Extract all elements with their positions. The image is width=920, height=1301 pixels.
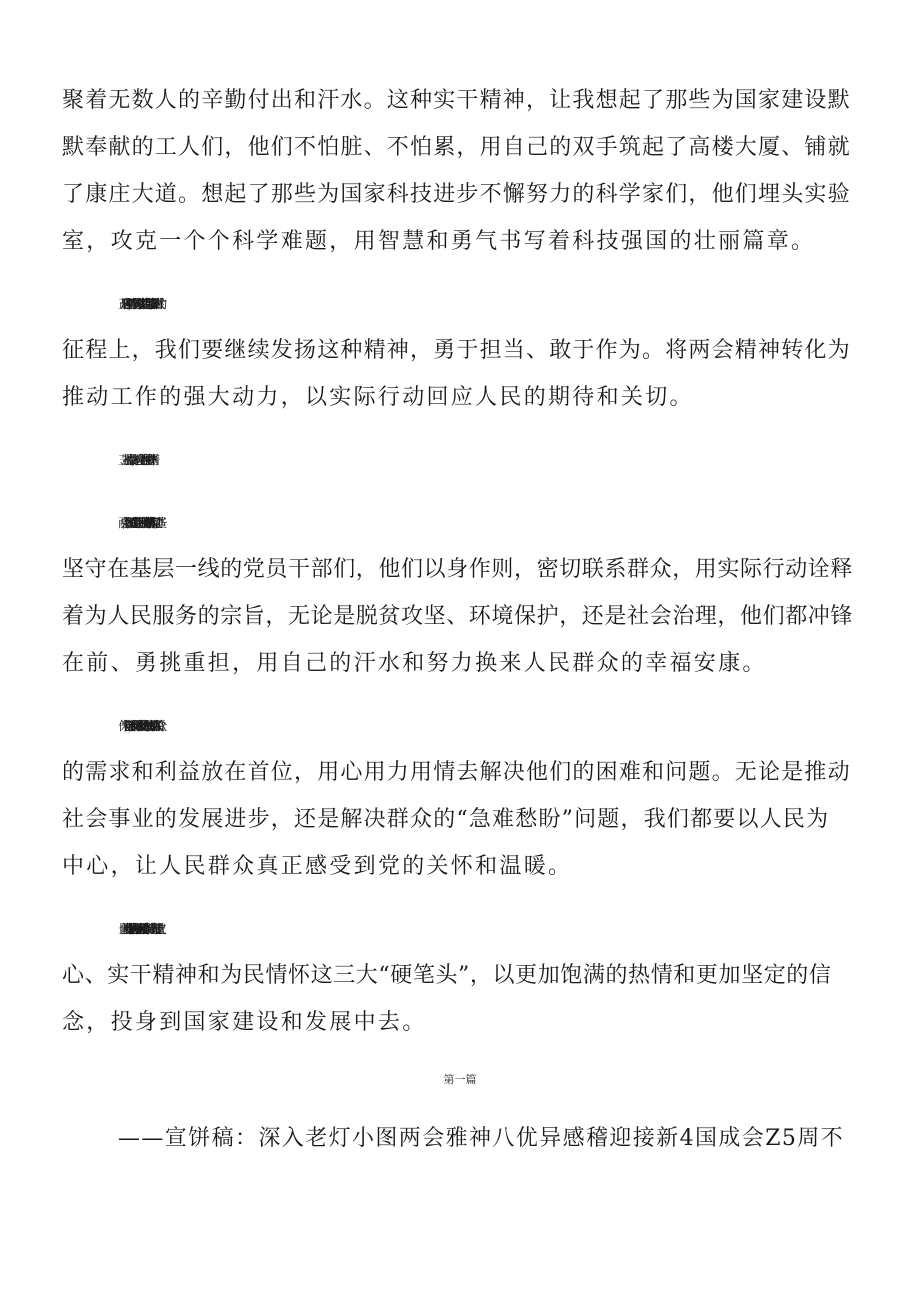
paragraph-2-line-2: 征程上，我们要继续发扬这种精神，勇于担当、敢于作为。将两会精神转化为 <box>62 338 851 363</box>
section-label: 第一篇 <box>443 1073 477 1086</box>
paragraph-2-line-3: 推动工作的强大动力，以实际行动回应人民的期待和关切。 <box>62 385 694 410</box>
paragraph-1-line-4: 室，攻克一个个科学难题，用智慧和勇气书写着科技强国的壮丽篇章。 <box>62 229 816 254</box>
paragraph-4-line-2: 的需求和利益放在首位，用心用力用情去解决他们的困难和问题。无论是推动 <box>62 760 851 785</box>
paragraph-5-line-3: 念，投身到国家建设和发展中去。 <box>62 1010 427 1035</box>
paragraph-3-line-4: 在前、勇挑重担，用自己的汗水和努力换来人民群众的幸福安康。 <box>62 651 767 676</box>
paragraph-4-line-3: 社会事业的发展进步，还是解决群众的“急难愁盼”问题，我们都要以人民为 <box>62 807 830 832</box>
article-subtitle: ——宣饼稿：深入老灯小图两会雅神八优异感稽迎接新4国成会Z5周不 <box>118 1126 845 1151</box>
paragraph-3-line-1: 两会中，我深切感受到了基层干部为民服务的真挚情感和实际行动。那些 <box>118 516 157 530</box>
paragraph-3-line-3: 着为人民服务的宗旨，无论是脱贫攻坚、环境保护，还是社会治理，他们都冲锋 <box>62 604 854 629</box>
paragraph-1-line-2: 默奉献的工人们，他们不怕脏、不怕累，用自己的双手筑起了高楼大厦、铺就 <box>62 135 851 160</box>
paragraph-3-line-2: 坚守在基层一线的党员干部们，他们以身作则，密切联系群众，用实际行动诠释 <box>62 557 854 582</box>
paragraph-4-line-4: 中心，让人民群众真正感受到党的关怀和温暖。 <box>62 854 573 879</box>
paragraph-4-line-1: 作为一名党员干部，我们要继承和发扬这种为民情怀。要始终将人民群众 <box>118 719 157 733</box>
section-heading: 三、紧握为民情怀，绘画全心为民的精神图谱 <box>118 453 151 467</box>
paragraph-2-line-1: 正是这种实干精神，让我们国家从贫穷落后走向了繁荣富强。在新时代的 <box>118 297 157 311</box>
paragraph-1-line-1: 聚着无数人的辛勤付出和汗水。这种实干精神，让我想起了那些为国家建设默 <box>62 88 851 113</box>
paragraph-5-line-1: 全国两会所传递的精神和力量将永远激励着我们前行。让我们紧握忠诚之 <box>118 922 157 936</box>
paragraph-1-line-3: 了康庄大道。想起了那些为国家科技进步不懈努力的科学家们，他们埋头实验 <box>62 182 851 207</box>
paragraph-5-line-2: 心、实干精神和为民情怀这三大“硬笔头”，以更加饱满的热情和更加坚定的信 <box>62 963 832 988</box>
